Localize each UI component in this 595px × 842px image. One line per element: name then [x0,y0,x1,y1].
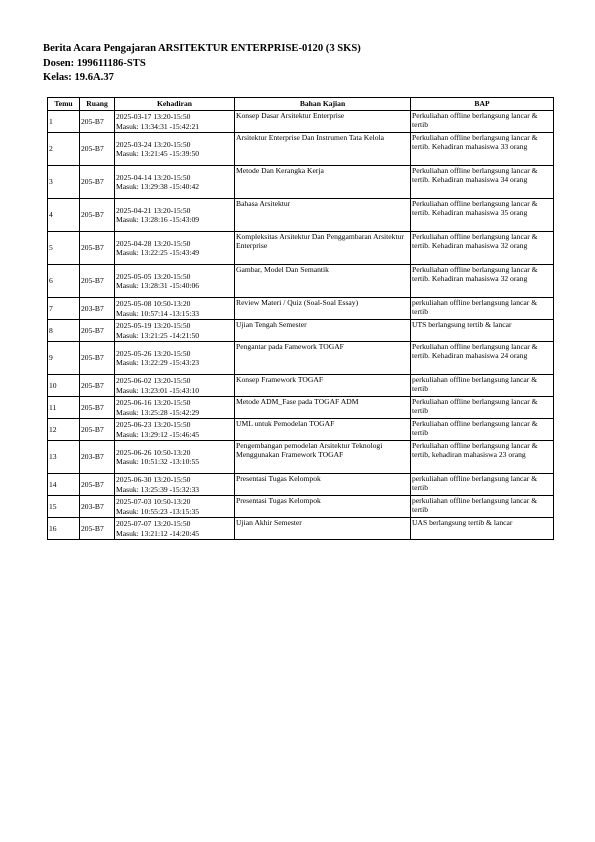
check-in-time: Masuk: 10:51:32 -13:10:55 [116,457,200,466]
bap-note: UAS berlangsung tertib & lancar [411,518,554,540]
table-row [48,518,554,540]
col-header-bahan-kajian: Bahan Kajian [235,98,411,111]
col-header-ruang: Ruang [80,98,115,111]
attendance [115,474,235,496]
check-in-time: Masuk: 13:29:12 -15:46:45 [116,429,200,439]
table-row [48,320,554,342]
bap-note: Perkuliahan offline berlangsung lancar & tertib [411,397,554,419]
meeting-number: 4 [48,199,80,232]
attendance [115,496,235,518]
scheduled-time: 2025-05-26 13:20-15:50 [116,348,191,358]
scheduled-time: 2025-05-05 13:20-15:50 [116,271,191,281]
meeting-number: 12 [48,419,80,441]
room: 205-B7 [80,397,115,419]
room: 205-B7 [80,518,115,540]
scheduled-time: 2025-06-30 13:20-15:50 [116,475,191,485]
check-in-time: Masuk: 13:28:31 -15:40:06 [116,281,200,290]
meeting-number: 6 [48,265,80,298]
scheduled-time: 2025-03-17 13:20-15:50 [116,112,191,122]
bap-note: UTS berlangsung tertib & lancar [411,320,554,342]
col-header-bap: BAP [411,98,554,111]
meeting-number: 7 [48,298,80,320]
attendance [115,419,235,441]
study-topic: Bahasa Arsitektur [235,199,411,232]
meeting-number: 15 [48,496,80,518]
meeting-number: 16 [48,518,80,540]
bap-note: Perkuliahan offline berlangsung lancar & tertib. Kehadiran mahasiswa 34 orang [411,166,554,199]
table-row [48,133,554,166]
study-topic: Metode Dan Kerangka Kerja [235,166,411,199]
table-row [48,441,554,474]
room: 205-B7 [80,320,115,342]
table-row [48,265,554,298]
room: 205-B7 [80,199,115,232]
bap-note: Perkuliahan offline berlangsung lancar & tertib. Kehadiran mahasiswa 24 orang [411,342,554,375]
check-in-time: Masuk: 13:28:16 -15:43:09 [116,215,200,224]
study-topic: Pengembangan pemodelan Arsitektur Teknologi Menggunakan Framework TOGAF [235,441,411,474]
scheduled-time: 2025-06-23 13:20-15:50 [116,420,191,430]
bap-note: perkuliahan offline berlangsung lancar & tertib [411,298,554,320]
check-in-time: Masuk: 13:23:01 -15:43:10 [116,385,200,395]
study-topic: Konsep Dasar Arsitektur Enterprise [235,111,411,133]
col-header-kehadiran: Kehadiran [115,98,235,111]
study-topic: Presentasi Tugas Kelompok [235,474,411,496]
room: 203-B7 [80,496,115,518]
room: 205-B7 [80,375,115,397]
room: 205-B7 [80,474,115,496]
scheduled-time: 2025-07-03 10:50-13:20 [116,497,191,507]
meeting-number: 13 [48,441,80,474]
check-in-time: Masuk: 13:21:12 -14:20:45 [116,528,200,538]
table-row [48,496,554,518]
scheduled-time: 2025-04-28 13:20-15:50 [116,238,191,248]
study-topic: Ujian Tengah Semester [235,320,411,342]
meeting-number: 8 [48,320,80,342]
check-in-time: Masuk: 13:22:25 -15:43:49 [116,248,200,257]
table-row [48,298,554,320]
meeting-number: 2 [48,133,80,166]
attendance [115,375,235,397]
bap-note: perkuliahan offline berlangsung lancar & tertib [411,474,554,496]
table-row [48,397,554,419]
attendance [115,342,235,375]
table-row [48,342,554,375]
room: 203-B7 [80,298,115,320]
attendance [115,111,235,133]
study-topic: UML untuk Pemodelan TOGAF [235,419,411,441]
scheduled-time: 2025-06-02 13:20-15:50 [116,376,191,386]
room: 205-B7 [80,166,115,199]
class-id: Kelas: 19.6A.37 [43,72,114,83]
check-in-time: Masuk: 13:22:29 -15:43:23 [116,358,200,367]
bap-note: Perkuliahan offline berlangsung lancar & tertib. Kehadiran mahasiswa 32 orang [411,265,554,298]
room: 205-B7 [80,265,115,298]
scheduled-time: 2025-05-19 13:20-15:50 [116,321,191,331]
room: 205-B7 [80,111,115,133]
check-in-time: Masuk: 10:57:14 -13:15:33 [116,308,200,318]
study-topic: Metode ADM_Fase pada TOGAF ADM [235,397,411,419]
room: 203-B7 [80,441,115,474]
meeting-number: 1 [48,111,80,133]
table-row [48,474,554,496]
col-header-temu: Temu [48,98,80,111]
attendance [115,320,235,342]
scheduled-time: 2025-06-26 10:50-13:20 [116,447,191,457]
scheduled-time: 2025-06-16 13:20-15:50 [116,398,191,408]
table-row [48,111,554,133]
bap-note: Perkuliahan offline berlangsung lancar & tertib, kehadiran mahasiswa 23 orang [411,441,554,474]
scheduled-time: 2025-05-08 10:50-13:20 [116,299,191,309]
check-in-time: Masuk: 13:34:31 -15:42:21 [116,121,200,131]
meeting-number: 11 [48,397,80,419]
teaching-record-table [47,97,554,540]
attendance [115,265,235,298]
check-in-time: Masuk: 13:21:25 -14:21:50 [116,330,200,340]
bap-note: Perkuliahan offline berlangsung lancar & tertib. Kehadiran mahasiswa 33 orang [411,133,554,166]
document-title: Berita Acara Pengajaran ARSITEKTUR ENTERPRISE-0120 (3 SKS) [43,43,361,54]
study-topic: Gambar, Model Dan Semantik [235,265,411,298]
scheduled-time: 2025-04-14 13:20-15:50 [116,172,191,182]
bap-note: perkuliahan offline berlangsung lancar & tertib [411,496,554,518]
check-in-time: Masuk: 13:29:38 -15:40:42 [116,182,200,191]
meeting-number: 9 [48,342,80,375]
attendance [115,199,235,232]
table-row [48,199,554,232]
study-topic: Ujian Akhir Semester [235,518,411,540]
bap-note: Perkuliahan offline berlangsung lancar & tertib. Kehadiran mahasiswa 32 orang [411,232,554,265]
check-in-time: Masuk: 13:21:45 -15:39:50 [116,149,200,158]
attendance [115,441,235,474]
bap-note: perkuliahan offline berlangsung lancar & tertib [411,375,554,397]
room: 205-B7 [80,232,115,265]
check-in-time: Masuk: 13:25:28 -15:42:29 [116,407,200,417]
table-row [48,232,554,265]
study-topic: Presentasi Tugas Kelompok [235,496,411,518]
room: 205-B7 [80,342,115,375]
meeting-number: 14 [48,474,80,496]
attendance [115,397,235,419]
table-body [48,111,554,540]
study-topic: Kompleksitas Arsitektur Dan Penggambaran Arsitektur Enterprise [235,232,411,265]
table-header-row [48,98,554,111]
scheduled-time: 2025-07-07 13:20-15:50 [116,519,191,529]
table-row [48,419,554,441]
check-in-time: Masuk: 13:25:39 -15:32:33 [116,484,200,494]
meeting-number: 10 [48,375,80,397]
attendance [115,133,235,166]
room: 205-B7 [80,419,115,441]
attendance [115,518,235,540]
bap-note: Perkuliahan offline berlangsung lancar & tertib [411,111,554,133]
meeting-number: 5 [48,232,80,265]
bap-note: Perkuliahan offline berlangsung lancar & tertib [411,419,554,441]
table-row [48,375,554,397]
room: 205-B7 [80,133,115,166]
table-row [48,166,554,199]
attendance [115,298,235,320]
study-topic: Arsitektur Enterprise Dan Instrumen Tata Kelola [235,133,411,166]
bap-note: Perkuliahan offline berlangsung lancar & tertib. Kehadiran mahasiswa 35 orang [411,199,554,232]
meeting-number: 3 [48,166,80,199]
study-topic: Konsep Framework TOGAF [235,375,411,397]
attendance [115,232,235,265]
scheduled-time: 2025-03-24 13:20-15:50 [116,139,191,149]
check-in-time: Masuk: 10:55:23 -13:15:35 [116,506,200,516]
document-header [43,42,361,86]
study-topic: Review Materi / Quiz (Soal-Soal Essay) [235,298,411,320]
attendance [115,166,235,199]
lecturer-id: Dosen: 199611186-STS [43,57,146,69]
study-topic: Pengantar pada Famework TOGAF [235,342,411,375]
scheduled-time: 2025-04-21 13:20-15:50 [116,205,191,215]
